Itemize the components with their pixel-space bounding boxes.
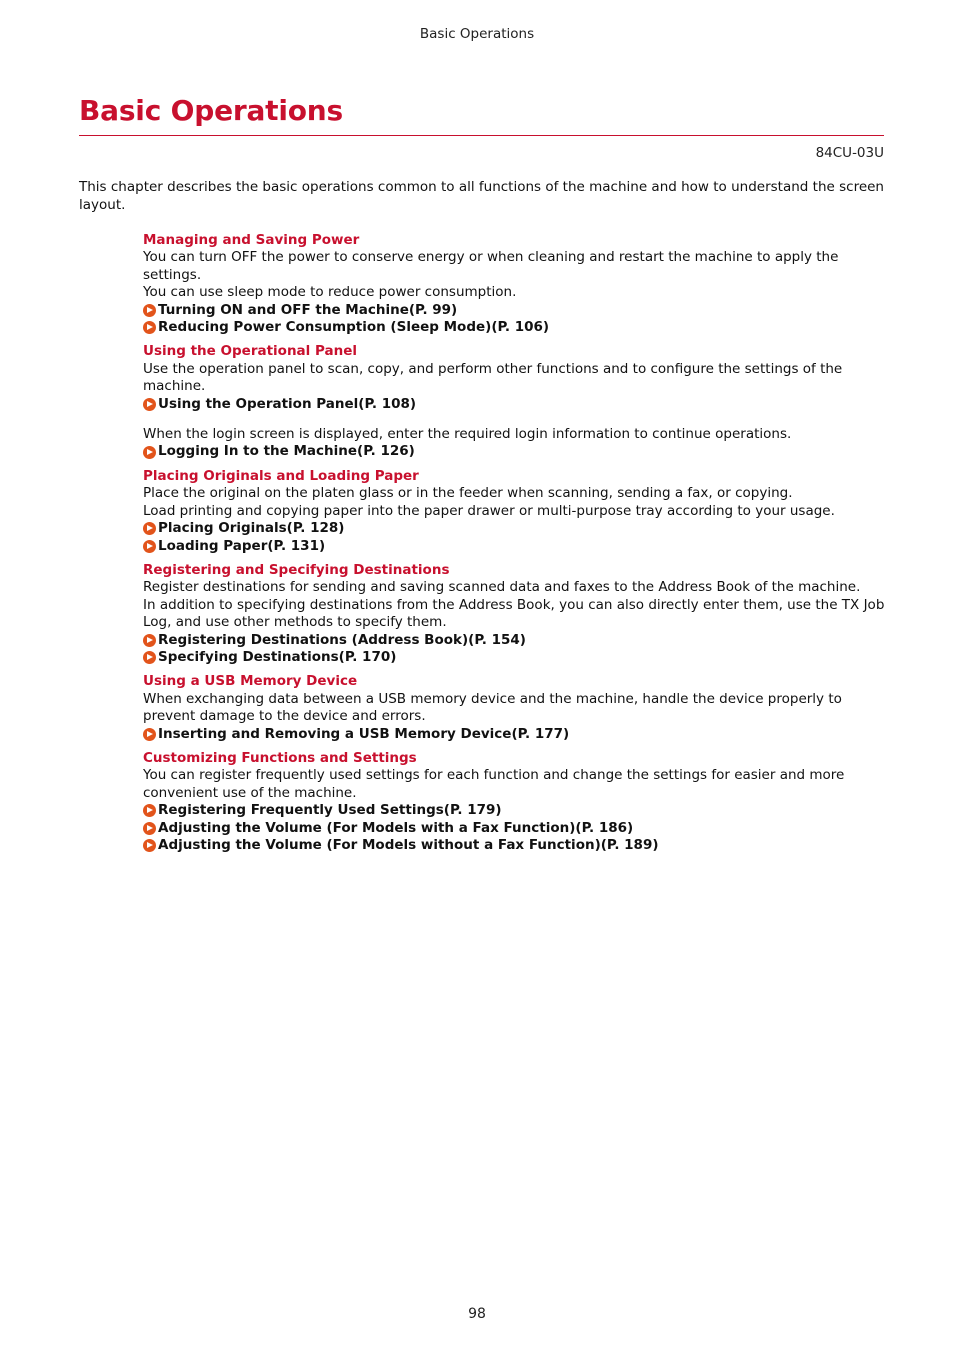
arrow-circle-icon	[143, 804, 156, 817]
section-heading: Customizing Functions and Settings	[143, 749, 417, 766]
link-label: Using the Operation Panel(P. 108)	[158, 395, 417, 412]
running-header: Basic Operations	[419, 26, 535, 42]
section-heading: Registering and Specifying Destinations	[143, 561, 450, 578]
link-label: Reducing Power Consumption (Sleep Mode)(P. 106)	[158, 319, 550, 336]
link-turning-on-off[interactable]	[143, 302, 888, 319]
section-text: You can use sleep mode to reduce power consumption.	[143, 284, 517, 301]
section-heading: Managing and Saving Power	[143, 232, 360, 248]
arrow-circle-icon	[143, 540, 156, 553]
document-id: 84CU-03U	[815, 145, 884, 161]
section-text: Place the original on the platen glass or in the feeder when scanning, sending a fax, or copying.	[143, 485, 793, 502]
link-label: Specifying Destinations(P. 170)	[158, 648, 397, 665]
arrow-circle-icon	[143, 839, 156, 852]
arrow-circle-icon	[143, 522, 156, 535]
link-specifying-destinations[interactable]	[143, 649, 888, 666]
section-text: Register destinations for sending and saving scanned data and faxes to the Address Book of the machine.	[143, 579, 861, 596]
section-originals-paper	[143, 468, 888, 555]
link-usb-device[interactable]	[143, 726, 888, 743]
arrow-circle-icon	[143, 822, 156, 835]
intro-paragraph: This chapter describes the basic operations common to all functions of the machine and how to understand the screen layout.	[79, 179, 884, 213]
arrow-circle-icon	[143, 398, 156, 411]
section-text: You can turn OFF the power to conserve energy or when cleaning and restart the machine to apply the settings.	[143, 249, 839, 283]
link-volume-with-fax[interactable]	[143, 820, 888, 837]
section-operational-panel	[143, 343, 888, 460]
link-logging-in[interactable]	[143, 443, 888, 460]
link-label: Adjusting the Volume (For Models with a Fax Function)(P. 186)	[158, 819, 634, 836]
page-number: 98	[468, 1306, 486, 1322]
arrow-circle-icon	[143, 651, 156, 664]
section-text: When the login screen is displayed, enter the required login information to continue operations.	[143, 426, 792, 443]
section-text: When exchanging data between a USB memory device and the machine, handle the device properly to prevent damage to the device and errors.	[143, 690, 842, 725]
section-destinations	[143, 562, 888, 666]
link-operation-panel[interactable]	[143, 396, 888, 413]
section-heading: Using a USB Memory Device	[143, 673, 358, 690]
page-title: Basic Operations	[79, 94, 344, 127]
section-text: Load printing and copying paper into the paper drawer or multi-purpose tray according to your usage.	[143, 502, 835, 519]
link-label: Placing Originals(P. 128)	[158, 520, 345, 537]
link-label: Turning ON and OFF the Machine(P. 99)	[158, 301, 458, 318]
link-loading-paper[interactable]	[143, 538, 888, 555]
section-customizing	[143, 750, 888, 854]
section-heading: Using the Operational Panel	[143, 343, 358, 360]
section-list	[143, 232, 888, 861]
link-placing-originals[interactable]	[143, 520, 888, 537]
link-volume-without-fax[interactable]	[143, 837, 888, 854]
section-managing-power	[143, 232, 888, 336]
link-label: Registering Destinations (Address Book)(P. 154)	[158, 631, 526, 648]
section-usb-memory	[143, 673, 888, 743]
link-registering-destinations[interactable]	[143, 632, 888, 649]
arrow-circle-icon	[143, 321, 156, 334]
title-divider	[79, 135, 884, 136]
arrow-circle-icon	[143, 728, 156, 741]
section-heading: Placing Originals and Loading Paper	[143, 467, 419, 484]
link-label: Adjusting the Volume (For Models without a Fax Function)(P. 189)	[158, 837, 659, 853]
section-text: In addition to specifying destinations from the Address Book, you can also directly enter them, use the TX Job Log, and use other methods to specify them.	[143, 596, 885, 631]
link-label: Logging In to the Machine(P. 126)	[158, 443, 415, 460]
link-label: Registering Frequently Used Settings(P. 179)	[158, 802, 502, 819]
section-text: You can register frequently used settings for each function and change the settings for easier and more convenient use of the machine.	[143, 767, 845, 801]
link-label: Inserting and Removing a USB Memory Device(P. 177)	[158, 725, 570, 742]
arrow-circle-icon	[143, 634, 156, 647]
link-label: Loading Paper(P. 131)	[158, 537, 326, 554]
section-text: Use the operation panel to scan, copy, and perform other functions and to configure the settings of the machine.	[143, 360, 843, 395]
arrow-circle-icon	[143, 304, 156, 317]
arrow-circle-icon	[143, 446, 156, 459]
link-sleep-mode[interactable]	[143, 319, 888, 336]
link-frequent-settings[interactable]	[143, 802, 888, 819]
